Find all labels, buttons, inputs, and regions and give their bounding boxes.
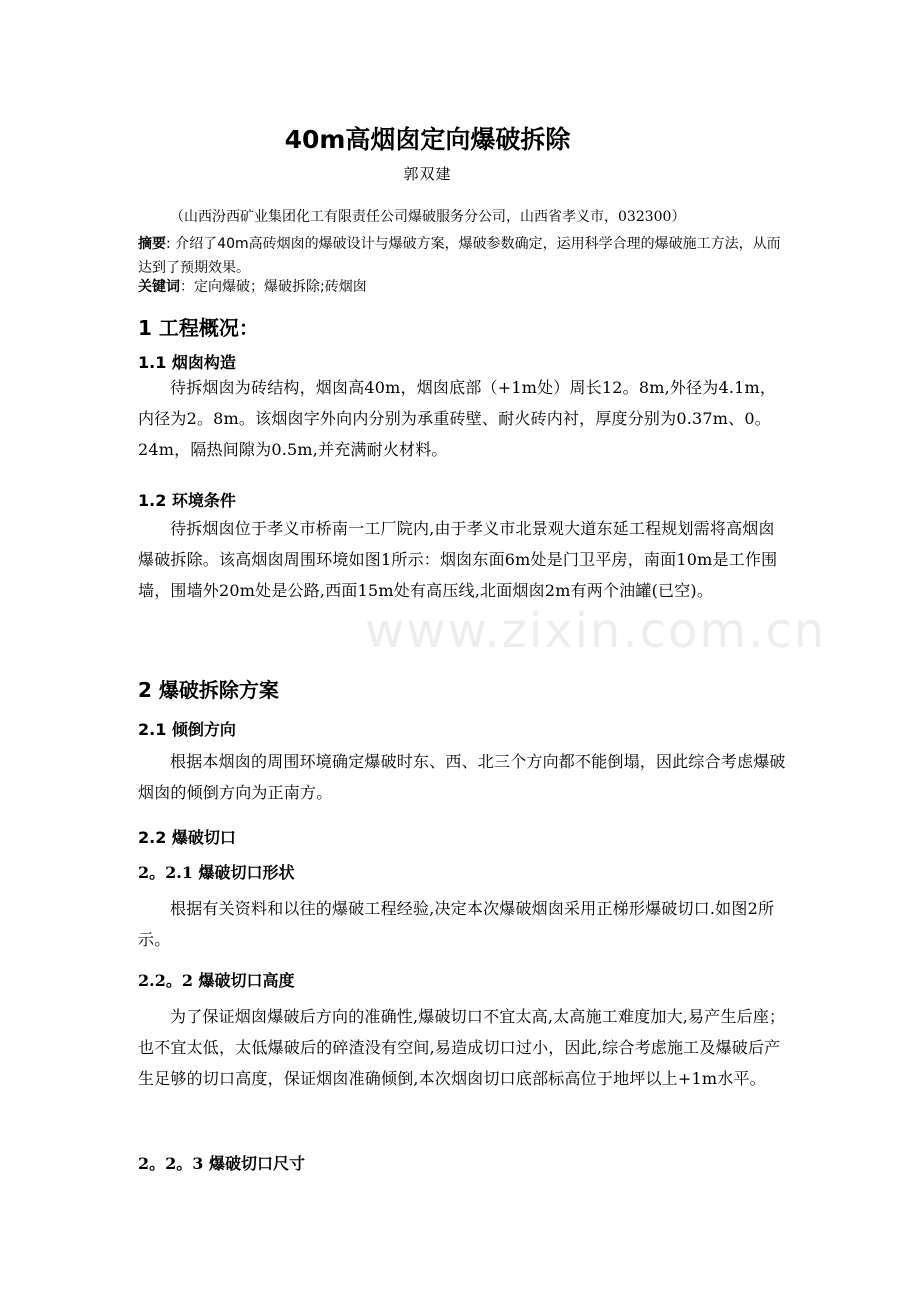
section-2-2-1-paragraph: 根据有关资料和以往的爆破工程经验,决定本次爆破烟囱采用正梯形爆破切口.如图2所示。 — [138, 899, 775, 949]
section-2-2-1-heading: 2。2.1 爆破切口形状 — [138, 863, 295, 882]
section-1-2-heading: 1.2 环境条件 — [138, 491, 236, 510]
abstract — [138, 232, 788, 280]
section-1-1-heading: 1.1 烟囱构造 — [138, 353, 236, 372]
keywords — [138, 276, 367, 296]
author-affiliation: （山西汾西矿业集团化工有限责任公司爆破服务分公司，山西省孝义市，032300） — [170, 209, 686, 225]
abstract-label: 摘要 — [138, 236, 166, 252]
section-1-heading: 1 工程概况： — [138, 316, 259, 340]
section-1-2-paragraph: 待拆烟囱位于孝义市桥南一工厂院内,由于孝义市北景观大道东延工程规划需将高烟囱爆破拆除。该高烟囱周围环境如图1所示：烟囱东面6m处是门卫平房，南面10m是工作围墙，围墙外20m处是公路,西面15m处有高压线,北面烟囱2m有两个油罐(已空)。 — [138, 519, 778, 600]
keywords-text: ：定向爆破；爆破拆除;砖烟囱 — [180, 279, 367, 295]
keywords-label: 关键词 — [138, 279, 180, 295]
section-2-heading: 2 爆破拆除方案 — [138, 678, 279, 702]
section-2-2-3-heading: 2。2。3 爆破切口尺寸 — [138, 1154, 305, 1173]
section-1-1-paragraph: 待拆烟囱为砖结构，烟囱高40m，烟囱底部（+1m处）周长12。8m,外径为4.1m，内径为2。8m。该烟囱字外向内分别为承重砖壁、耐火砖内衬，厚度分别为0.37m、0。24m，隔热间隙为0.5m,并充满耐火材料。 — [138, 378, 777, 459]
section-2-2-2-heading: 2.2。2 爆破切口高度 — [138, 971, 295, 990]
section-2-2-heading: 2.2 爆破切口 — [138, 828, 236, 847]
author-name: 郭双建 — [403, 165, 452, 183]
section-2-2-2-paragraph: 为了保证烟囱爆破后方向的准确性,爆破切口不宜太高,太高施工难度加大,易产生后座；也不宜太低，太低爆破后的碎渣没有空间,易造成切口过小，因此,综合考虑施工及爆破后产生足够的切口高度，保证烟囱准确倾倒,本次烟囱切口底部标高位于地坪以上+1m水平。 — [138, 1007, 786, 1088]
section-2-1-heading: 2.1 倾倒方向 — [138, 720, 236, 739]
abstract-text: : 介绍了40m高砖烟囱的爆破设计与爆破方案，爆破参数确定，运用科学合理的爆破施工方法，从而达到了预期效果。 — [138, 236, 781, 276]
watermark: www.zixin.com.cn — [365, 603, 827, 659]
document-title: 40m高烟囱定向爆破拆除 — [284, 125, 571, 154]
section-2-1-paragraph: 根据本烟囱的周围环境确定爆破时东、西、北三个方向都不能倒塌，因此综合考虑爆破烟囱的倾倒方向为正南方。 — [138, 752, 786, 802]
